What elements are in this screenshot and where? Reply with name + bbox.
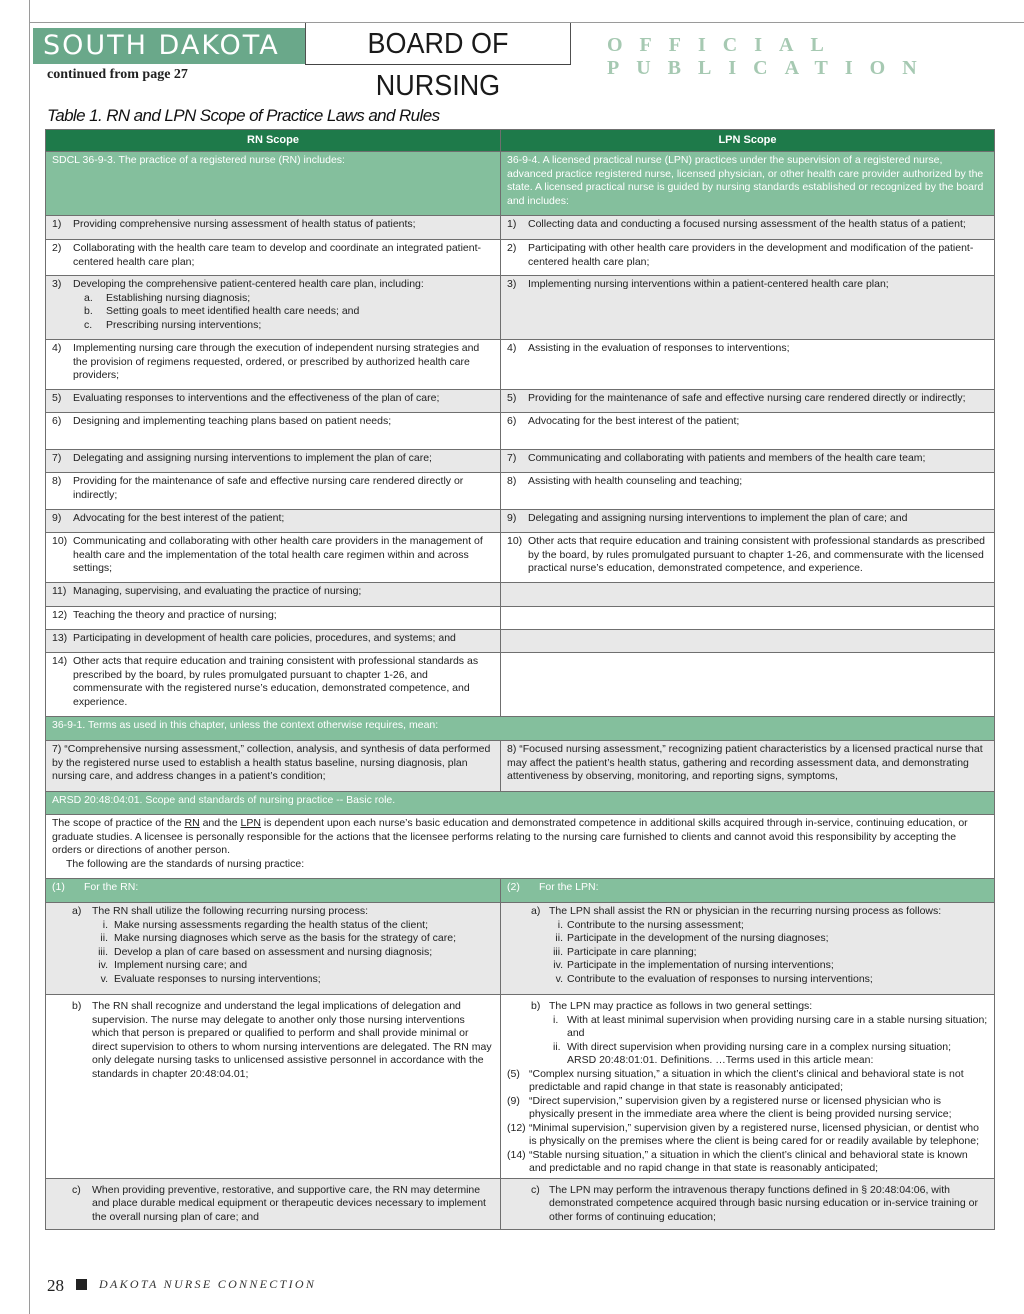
- lpn-standard-c: The LPN may perform the intravenous therapy functions defined in § 20:48:04:06, with demonstrated competence acquired through basic nursing education or in-service training or other forms of continuing education;: [549, 1183, 978, 1223]
- table-title: Table 1. RN and LPN Scope of Practice Laws and Rules: [47, 106, 440, 125]
- table-row: 14) Other acts that require education and training consistent with professional standards as prescribed by the board, by rules promulgated pursuant to chapter 1-26, and commensurate with the registered nurse’s education, demonstrated competence, and experience.: [46, 653, 995, 717]
- table-row: 9) Advocating for the best interest of the patient; 9) Delegating and assigning nursing interventions to implement the plan of care; and: [46, 510, 995, 533]
- lpn-item: Assisting with health counseling and teaching;: [528, 475, 743, 487]
- rn-subitem: Establishing nursing diagnosis;: [106, 291, 251, 304]
- scope-paragraph: The scope of practice of the RN and the LPN is dependent upon each nurse’s basic education and demonstrated competence in additional skills acquired through in-service, continuing education, or graduate studies. A licensee is personally responsible for the actions that the licensee performs relating to the nursing care furnished to clients and cannot avoid this responsibility by accepting the orders or directions of another person. The following are the standards of nursing practice:: [46, 815, 995, 879]
- lpn-column-header: LPN Scope: [501, 130, 995, 152]
- rn-item: Evaluating responses to interventions and the effectiveness of the plan of care;: [73, 392, 440, 404]
- rn-item: Teaching the theory and practice of nursing;: [73, 609, 277, 621]
- rn-term-definition: 7) “Comprehensive nursing assessment,” collection, analysis, and synthesis of data performed by the registered nurse used to establish a health status baseline, nursing diagnosis, plan nursing care, and address changes in a patient’s condition;: [46, 741, 501, 792]
- rn-item: Advocating for the best interest of the patient;: [73, 512, 285, 524]
- table-row: 5) Evaluating responses to interventions and the effectiveness of the plan of care; 5) Providing for the maintenance of safe and effective nursing care rendered directly or indirectly;: [46, 390, 995, 413]
- rn-process-step: Make nursing assessments regarding the health status of the client;: [114, 918, 429, 931]
- rn-item: Developing the comprehensive patient-centered health care plan, including:: [73, 278, 424, 290]
- table-row: 11) Managing, supervising, and evaluating the practice of nursing;: [46, 583, 995, 607]
- continued-note: continued from page 27: [47, 67, 188, 82]
- lpn-item: Other acts that require education and training consistent with professional standards as prescribed by the board, by rules promulgated pursuant to chapter 1-26, and commensurate with the licensed practical nurse’s education, demonstrated competence, and experience.: [528, 535, 986, 574]
- rn-subitem: Setting goals to meet identified health care needs; and: [106, 305, 360, 317]
- lpn-setting: With at least minimal supervision when providing nursing care in a stable nursing situation; and: [567, 1013, 988, 1039]
- lpn-item: Collecting data and conducting a focused nursing assessment of the health status of a patient;: [528, 218, 966, 230]
- lpn-process-step: Contribute to the evaluation of responses to nursing interventions;: [567, 972, 873, 985]
- left-margin-rule: [29, 0, 30, 1314]
- rn-process-step: Make nursing diagnoses which serve as the basis for the strategy of care;: [114, 932, 457, 944]
- lpn-item: Providing for the maintenance of safe and effective nursing care rendered directly or indirectly;: [528, 392, 966, 404]
- lpn-intro: 36-9-4. A licensed practical nurse (LPN) practices under the supervision of a registered nurse, advanced practice registered nurse, licensed physician, or other health care provider authorized by the state. A licensed practical nurse is guided by nursing standards established or recognized by the board and includes:: [501, 152, 995, 216]
- rn-item: Collaborating with the health care team to develop and coordinate an integrated patient-centered health care plan;: [73, 242, 482, 268]
- table-row: 4) Implementing nursing care through the execution of independent nursing strategies and the provision of regimens requested, ordered, or prescribed by authorized health care providers; 4) Assisting in the evaluation of responses to interventions;: [46, 340, 995, 390]
- rn-process-step: Implement nursing care; and: [114, 959, 248, 971]
- lpn-standard-b: The LPN may practice as follows in two general settings:: [549, 1000, 813, 1012]
- arsd-header: ARSD 20:48:04:01. Scope and standards of nursing practice -- Basic role.: [46, 792, 995, 815]
- lpn-process-step: Participate in the development of the nursing diagnoses;: [567, 932, 829, 944]
- rn-process-step: Evaluate responses to nursing interventions;: [114, 972, 321, 985]
- lpn-item: Delegating and assigning nursing interventions to implement the plan of care; and: [528, 512, 908, 524]
- rn-item: Providing comprehensive nursing assessment of health status of patients;: [73, 218, 416, 230]
- table-row: 3) Developing the comprehensive patient-centered health care plan, including: a. Establishing nursing diagnosis; b. Setting goals to meet identified health care needs; and c. Prescribing nursing interventions; 3) Implementing nursing interventions within a patient-centered health care plan;: [46, 276, 995, 340]
- rn-column-header: RN Scope: [46, 130, 501, 152]
- table-row: 6) Designing and implementing teaching plans based on patient needs; 6) Advocating for the best interest of the patient;: [46, 413, 995, 450]
- official-publication-label: OFFICIAL PUBLICATION: [607, 34, 934, 79]
- lpn-process-step: Participate in care planning;: [567, 945, 697, 958]
- definition: “Minimal supervision,” supervision given by a registered nurse, licensed physician, or dentist who is physically on the premises where the client is being cared for or readily available by telephone;: [529, 1121, 979, 1147]
- table-row: 8) Providing for the maintenance of safe and effective nursing care rendered directly or indirectly; 8) Assisting with health counseling and teaching;: [46, 473, 995, 510]
- rn-item: Providing for the maintenance of safe and effective nursing care rendered directly or indirectly;: [73, 475, 464, 501]
- board-title: BOARD OF NURSING: [305, 23, 571, 65]
- table-row: 13) Participating in development of health care policies, procedures, and systems; and: [46, 630, 995, 653]
- lpn-standards-label: For the LPN:: [539, 881, 599, 893]
- rn-item: Delegating and assigning nursing interventions to implement the plan of care;: [73, 452, 432, 464]
- rn-item: Communicating and collaborating with other health care providers in the management of health care and the implementation of the total health care regimen within and across settings;: [73, 535, 483, 574]
- rn-item: Implementing nursing care through the execution of independent nursing strategies and the provision of regimens requested, ordered, or prescribed by authorized health care providers;: [73, 342, 480, 381]
- lpn-item: Participating with other health care providers in the development and modification of the patient-centered health care plan;: [528, 242, 974, 268]
- magazine-name: DAKOTA NURSE CONNECTION: [99, 1277, 317, 1291]
- table-row: 10) Communicating and collaborating with other health care providers in the management of health care and the implementation of the total health care regimen within and across settings; 10) Other acts that require education and training consistent with professional standards as prescribed by the board, by rules promulgated pursuant to chapter 1-26, and commensurate with the licensed practical nurse’s education, demonstrated competence, and experience.: [46, 533, 995, 583]
- rn-process-step: Develop a plan of care based on assessment and nursing diagnosis;: [114, 945, 433, 958]
- rn-item: Other acts that require education and training consistent with professional standards as prescribed by the board, by rules promulgated pursuant to chapter 1-26, and commensurate with the registered nurse’s education, demonstrated competence, and experience.: [73, 655, 479, 708]
- lpn-item: Advocating for the best interest of the patient;: [528, 415, 740, 427]
- lpn-term-definition: 8) “Focused nursing assessment,” recognizing patient characteristics by a licensed practical nurse that may affect the patient’s health status, gathering and recording assessment data, and demonstrating attentiveness by observing, monitoring, and reporting signs, symptoms,: [501, 741, 995, 792]
- standards-intro: The following are the standards of nursing practice:: [66, 857, 305, 870]
- lpn-item: Implementing nursing interventions within a patient-centered health care plan;: [528, 278, 889, 290]
- table-row: 7) Delegating and assigning nursing interventions to implement the plan of care; 7) Communicating and collaborating with patients and members of the health care team;: [46, 450, 995, 473]
- lpn-setting: With direct supervision when providing nursing care in a complex nursing situation;: [567, 1040, 952, 1053]
- rn-intro: SDCL 36-9-3. The practice of a registered nurse (RN) includes:: [46, 152, 501, 216]
- definition: “Direct supervision,” supervision given by a registered nurse or licensed physician who is physically present in the immediate area where the client is being provided nursing service;: [529, 1094, 952, 1120]
- state-banner: SOUTH DAKOTA: [33, 28, 305, 64]
- rn-standard-a: The RN shall utilize the following recurring nursing process:: [92, 905, 369, 917]
- rn-standard-c: When providing preventive, restorative, and supportive care, the RN may determine and place durable medical equipment or therapeutic devices necessary to implement the overall nursing plan of care; and: [92, 1183, 486, 1223]
- rn-item: Designing and implementing teaching plans based on patient needs;: [73, 415, 392, 427]
- lpn-process-step: Contribute to the nursing assessment;: [567, 918, 744, 931]
- rn-standard-b: The RN shall recognize and understand the legal implications of delegation and supervision. The nurse may delegate to another only those nursing interventions which that person is prepared or qualified to perform and shall provide minimal or direct supervision to others to whom nursing interventions are delegated. The RN may only delegate nursing tasks to unlicensed assistive personnel in accordance with the standards in chapter 20:48:04.01;: [92, 1000, 492, 1080]
- square-bullet-icon: [76, 1279, 87, 1290]
- rn-item: Managing, supervising, and evaluating the practice of nursing;: [73, 585, 362, 597]
- definition: “Complex nursing situation,” a situation in which the client’s clinical and behavioral state is not predictable and rapid change in that state is reasonably anticipated;: [529, 1067, 964, 1093]
- lpn-item: Assisting in the evaluation of responses to interventions;: [528, 342, 790, 354]
- table-row: 12) Teaching the theory and practice of nursing;: [46, 607, 995, 630]
- lpn-process-step: Participate in the implementation of nursing interventions;: [567, 959, 834, 971]
- rn-standards-label: For the RN:: [84, 881, 139, 893]
- lpn-item: Communicating and collaborating with patients and members of the health care team;: [528, 452, 926, 464]
- page-number: 28: [47, 1276, 64, 1295]
- terms-header: 36-9-1. Terms as used in this chapter, unless the context otherwise requires, mean:: [46, 717, 995, 741]
- scope-table: RN Scope LPN Scope SDCL 36-9-3. The practice of a registered nurse (RN) includes: 36-9-4. A licensed practical nurse (LPN) practices under the supervision of a registered nurse, advanced practice registered nurse, licensed physician, or other health care provider authorized by the state. A licensed practical nurse is guided by nursing standards established or recognized by the board and includes: 1) Providing comprehensive nursing assessment of health status of patients; 1) Collecting data and conducting a focused nursing assessment of the health status of a patient; 2) Collaborating with the health care team to develop and coordinate an integrated patient-centered health care plan; 2) Participating with other health care providers in the development and modification of the patient-centered health care plan; 3) Developing the comprehensive patient-centered health care plan, including: a. Establishing nursing diagnosis; b. Setting goals to meet identified health care needs; and c. Prescribing nursing interventions; 3) Implementing nursing interventions within a patient-centered health care plan; 4) Implementing nursing care through the execution of independent nursing strategies and the provision of regimens requested, ordered, or prescribed by authorized health care providers; 4) Assisting in the evaluation of responses to interventions; 5) Evaluating responses to interventions and the effectiveness of the plan of care; 5) Providing for the maintenance of safe and effective nursing care rendered directly or indirectly; 6) Designing and implementing teaching plans based on patient needs; 6) Advocating for the best interest of the patient; 7) Delegating and assigning nursing interventions to implement the plan of care; 7) Communicating and collaborating with patients and members of the health care team; 8) Providing for the maintenance of safe and effective nursing care rendered directly or indirectly; 8) Assisting with health counseling and teaching; 9) Advocating for the best interest of the patient; 9) Delegating and assigning nursing interventions to implement the plan of care; and 10) Communicating and collaborating with other health care providers in the management of health care and the implementation of the total health care regimen within and across settings; 10) Other acts that require education and training consistent with professional standards as prescribed by the board, by rules promulgated pursuant to chapter 1-26, and commensurate with the licensed practical nurse’s education, demonstrated competence, and experience. 11) Managing, supervising, and evaluating the practice of nursing; 12) Teaching the theory and practice of nursing; 13) Participating in development of health care policies, procedures, and systems; and 14) Other acts that require education and training consistent with professional standards as prescribed by the board, by rules promulgated pursuant to chapter 1-26, and commensurate with the registered nurse’s education, demonstrated competence, and experience. 36-9-1. Terms as used in this chapter, unless the context otherwise requires, mean: 7) “Comprehensive nursing assessment,” collection, analysis, and synthesis of data performed by the registered nurse used to establish a health status baseline, nursing diagnosis, plan nursing care, and address changes in a patient’s condition; 8) “Focused nursing assessment,” recognizing patient characteristics by a licensed practical nurse that may affect the patient’s health status, gathering and recording assessment data, and demonstrating attentiveness by observing, monitoring, and reporting signs, symptoms, ARSD 20:48:04:01. Scope and standards of nursing practice -- Basic role. The scope of practice of the RN and the LPN is dependent upon each nurse’s basic education and demonstrated competence in additional skills acquired through in-service, continuing education, or graduate studies. A licensee is personally responsible for the actions that the licensee performs relating to the nursing care furnished to clients and cannot avoid this responsibility by accepting the orders or directions of another person. The following are the standards of nursing practice: (1) For the RN: (2) For the LPN: a) The RN shall utilize the following recurring nursing process: i. Make nursing assessments regarding the health status of the client; ii. Make nursing diagnoses which serve as the basis for the strategy of care; iii. Develop a plan of care based on assessment and nursing diagnosis; iv. Implement nursing care; and v. Evaluate responses to nursing interventions; a) The LPN shall assist the RN or physician in the recurring nursing process as follows: i. Contribute to the nursing assessment; ii. Participate in the development of the nursing diagnoses; iii. Participate in care planning; iv. Participate in the implementation of nursing interventions; v. Contribute to the evaluation of responses to nursing interventions; b) The RN shall recognize and understand the legal implications of delegation and supervision. The nurse may delegate to another only those nursing interventions which that person is prepared or qualified to perform and shall provide minimal or direct supervision to others to whom nursing interventions are delegated. The RN may only delegate nursing tasks to unlicensed assistive personnel in accordance with the standards in chapter 20:48:04.01; b) The LPN may practice as follows in two general settings: i. With at least minimal supervision when providing nursing care in a stable nursing situation; and ii. With direct supervision when providing nursing care in a complex nursing situation; ARSD 20:48:01:01. Definitions. …Terms used in this article mean: (5) “Complex nursing situation,” a situation in which the client’s clinical and behavioral state is not predictable and rapid change in that state is reasonably anticipated; (9) “Direct supervision,” supervision given by a registered nurse or licensed physician who is physically present in the immediate area where the client is being provided nursing service; (12) “Minimal supervision,” supervision given by a registered nurse, licensed physician, or dentist who is physically on the premises where the client is being cared for or readily available by telephone; (14) “Stable nursing situation,” a situation in which the client’s clinical and behavioral state is known and predictable and no rapid change in that state is reasonably anticipated; c) When providing preventive, restorative, and supportive care, the RN may determine and place durable medical equipment or therapeutic devices necessary to implement the overall nursing plan of care; and c) The LPN may perform the intravenous therapy functions defined in § 20:48:04:06, with demonstrated competence acquired through basic nursing education or in-service training or other forms of continuing education;: [45, 129, 995, 1230]
- rn-item: Participating in development of health care policies, procedures, and systems; and: [73, 632, 456, 644]
- arsd-definitions-ref: ARSD 20:48:01:01. Definitions. …Terms used in this article mean:: [567, 1054, 874, 1066]
- table-row: 2) Collaborating with the health care team to develop and coordinate an integrated patient-centered health care plan; 2) Participating with other health care providers in the development and modification of the patient-centered health care plan;: [46, 240, 995, 276]
- lpn-standard-a: The LPN shall assist the RN or physician in the recurring nursing process as follows:: [549, 905, 942, 917]
- table-row: 1) Providing comprehensive nursing assessment of health status of patients; 1) Collecting data and conducting a focused nursing assessment of the health status of a patient;: [46, 216, 995, 240]
- rn-subitem: Prescribing nursing interventions;: [106, 318, 262, 331]
- definition: “Stable nursing situation,” a situation in which the client’s clinical and behavioral state is known and predictable and no rapid change in that state is reasonably anticipated;: [529, 1148, 968, 1174]
